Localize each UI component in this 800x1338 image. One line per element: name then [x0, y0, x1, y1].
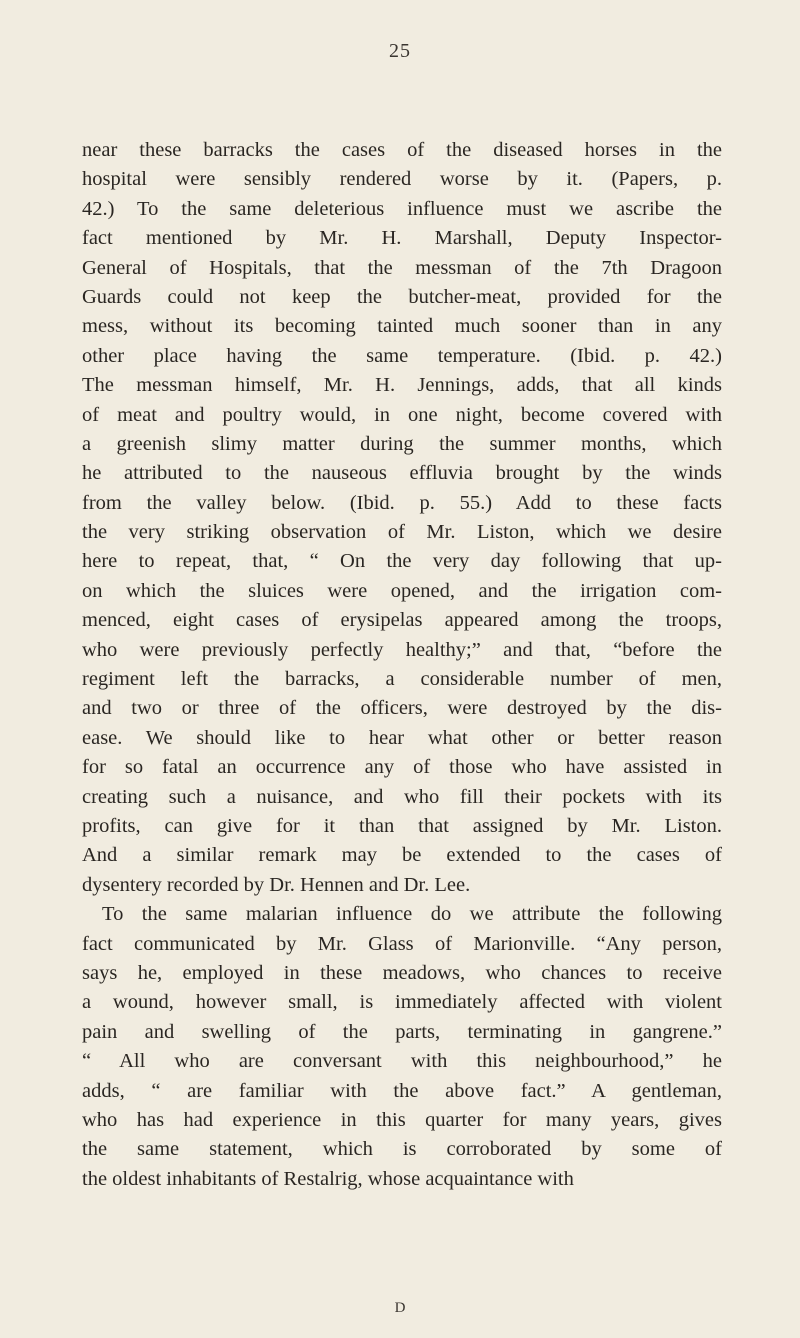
text-line: General of Hospitals, that the messman of the 7th Dragoon — [82, 256, 722, 279]
body-text — [82, 136, 722, 1194]
text-line: The messman himself, Mr. H. Jennings, adds, that all kinds — [82, 374, 722, 397]
text-line: And a similar remark may be extended to the cases of — [82, 844, 722, 867]
text-line: ease. We should like to hear what other or better reason — [82, 726, 722, 749]
text-line: hospital were sensibly rendered worse by it. (Papers, p. — [82, 168, 722, 191]
text-line: mess, without its becoming tainted much sooner than in any — [82, 315, 722, 338]
text-line: a wound, however small, is immediately affected with violent — [82, 991, 722, 1014]
page-number: 25 — [389, 40, 411, 62]
text-line: who were previously perfectly healthy;” and that, “before the — [82, 638, 722, 661]
text-line: creating such a nuisance, and who fill their pockets with its — [82, 785, 722, 808]
text-line: other place having the same temperature. (Ibid. p. 42.) — [82, 344, 722, 367]
text-line: here to repeat, that, “ On the very day following that up- — [82, 550, 722, 573]
text-line: fact mentioned by Mr. H. Marshall, Deputy Inspector- — [82, 227, 722, 250]
text-line: 42.) To the same deleterious influence must we ascribe the — [82, 197, 722, 220]
text-line: “ All who are conversant with this neighbourhood,” he — [82, 1050, 722, 1073]
text-line: Guards could not keep the butcher-meat, provided for the — [82, 285, 722, 308]
text-line: fact communicated by Mr. Glass of Marionville. “Any person, — [82, 932, 722, 955]
text-line: for so fatal an occurrence any of those who have assisted in — [82, 756, 722, 779]
text-line: and two or three of the officers, were destroyed by the dis- — [82, 697, 722, 720]
text-line: on which the sluices were opened, and the irrigation com- — [82, 579, 722, 602]
text-line: regiment left the barracks, a considerable number of men, — [82, 668, 722, 691]
text-line: To the same malarian influence do we attribute the following — [102, 903, 722, 926]
text-line: of meat and poultry would, in one night, become covered with — [82, 403, 722, 426]
text-line: a greenish slimy matter during the summer months, which — [82, 432, 722, 455]
text-line: he attributed to the nauseous effluvia brought by the winds — [82, 462, 722, 485]
text-line: the same statement, which is corroborated by some of — [82, 1138, 722, 1161]
text-line: near these barracks the cases of the diseased horses in the — [82, 139, 722, 161]
text-line: profits, can give for it than that assigned by Mr. Liston. — [82, 814, 722, 837]
text-line: the oldest inhabitants of Restalrig, whose acquaintance with — [82, 1167, 574, 1190]
text-line: who has had experience in this quarter for many years, gives — [82, 1108, 722, 1131]
text-line: adds, “ are familiar with the above fact.” A gentleman, — [82, 1079, 722, 1102]
text-line: the very striking observation of Mr. Liston, which we desire — [82, 521, 722, 544]
text-line: pain and swelling of the parts, terminating in gangrene.” — [82, 1020, 722, 1043]
text-line: says he, employed in these meadows, who chances to receive — [82, 961, 722, 984]
signature-mark: D — [394, 1300, 406, 1316]
text-line: menced, eight cases of erysipelas appeared among the troops, — [82, 609, 722, 632]
text-line: dysentery recorded by Dr. Hennen and Dr. Lee. — [82, 873, 471, 896]
text-line: from the valley below. (Ibid. p. 55.) Add to these facts — [82, 491, 722, 514]
